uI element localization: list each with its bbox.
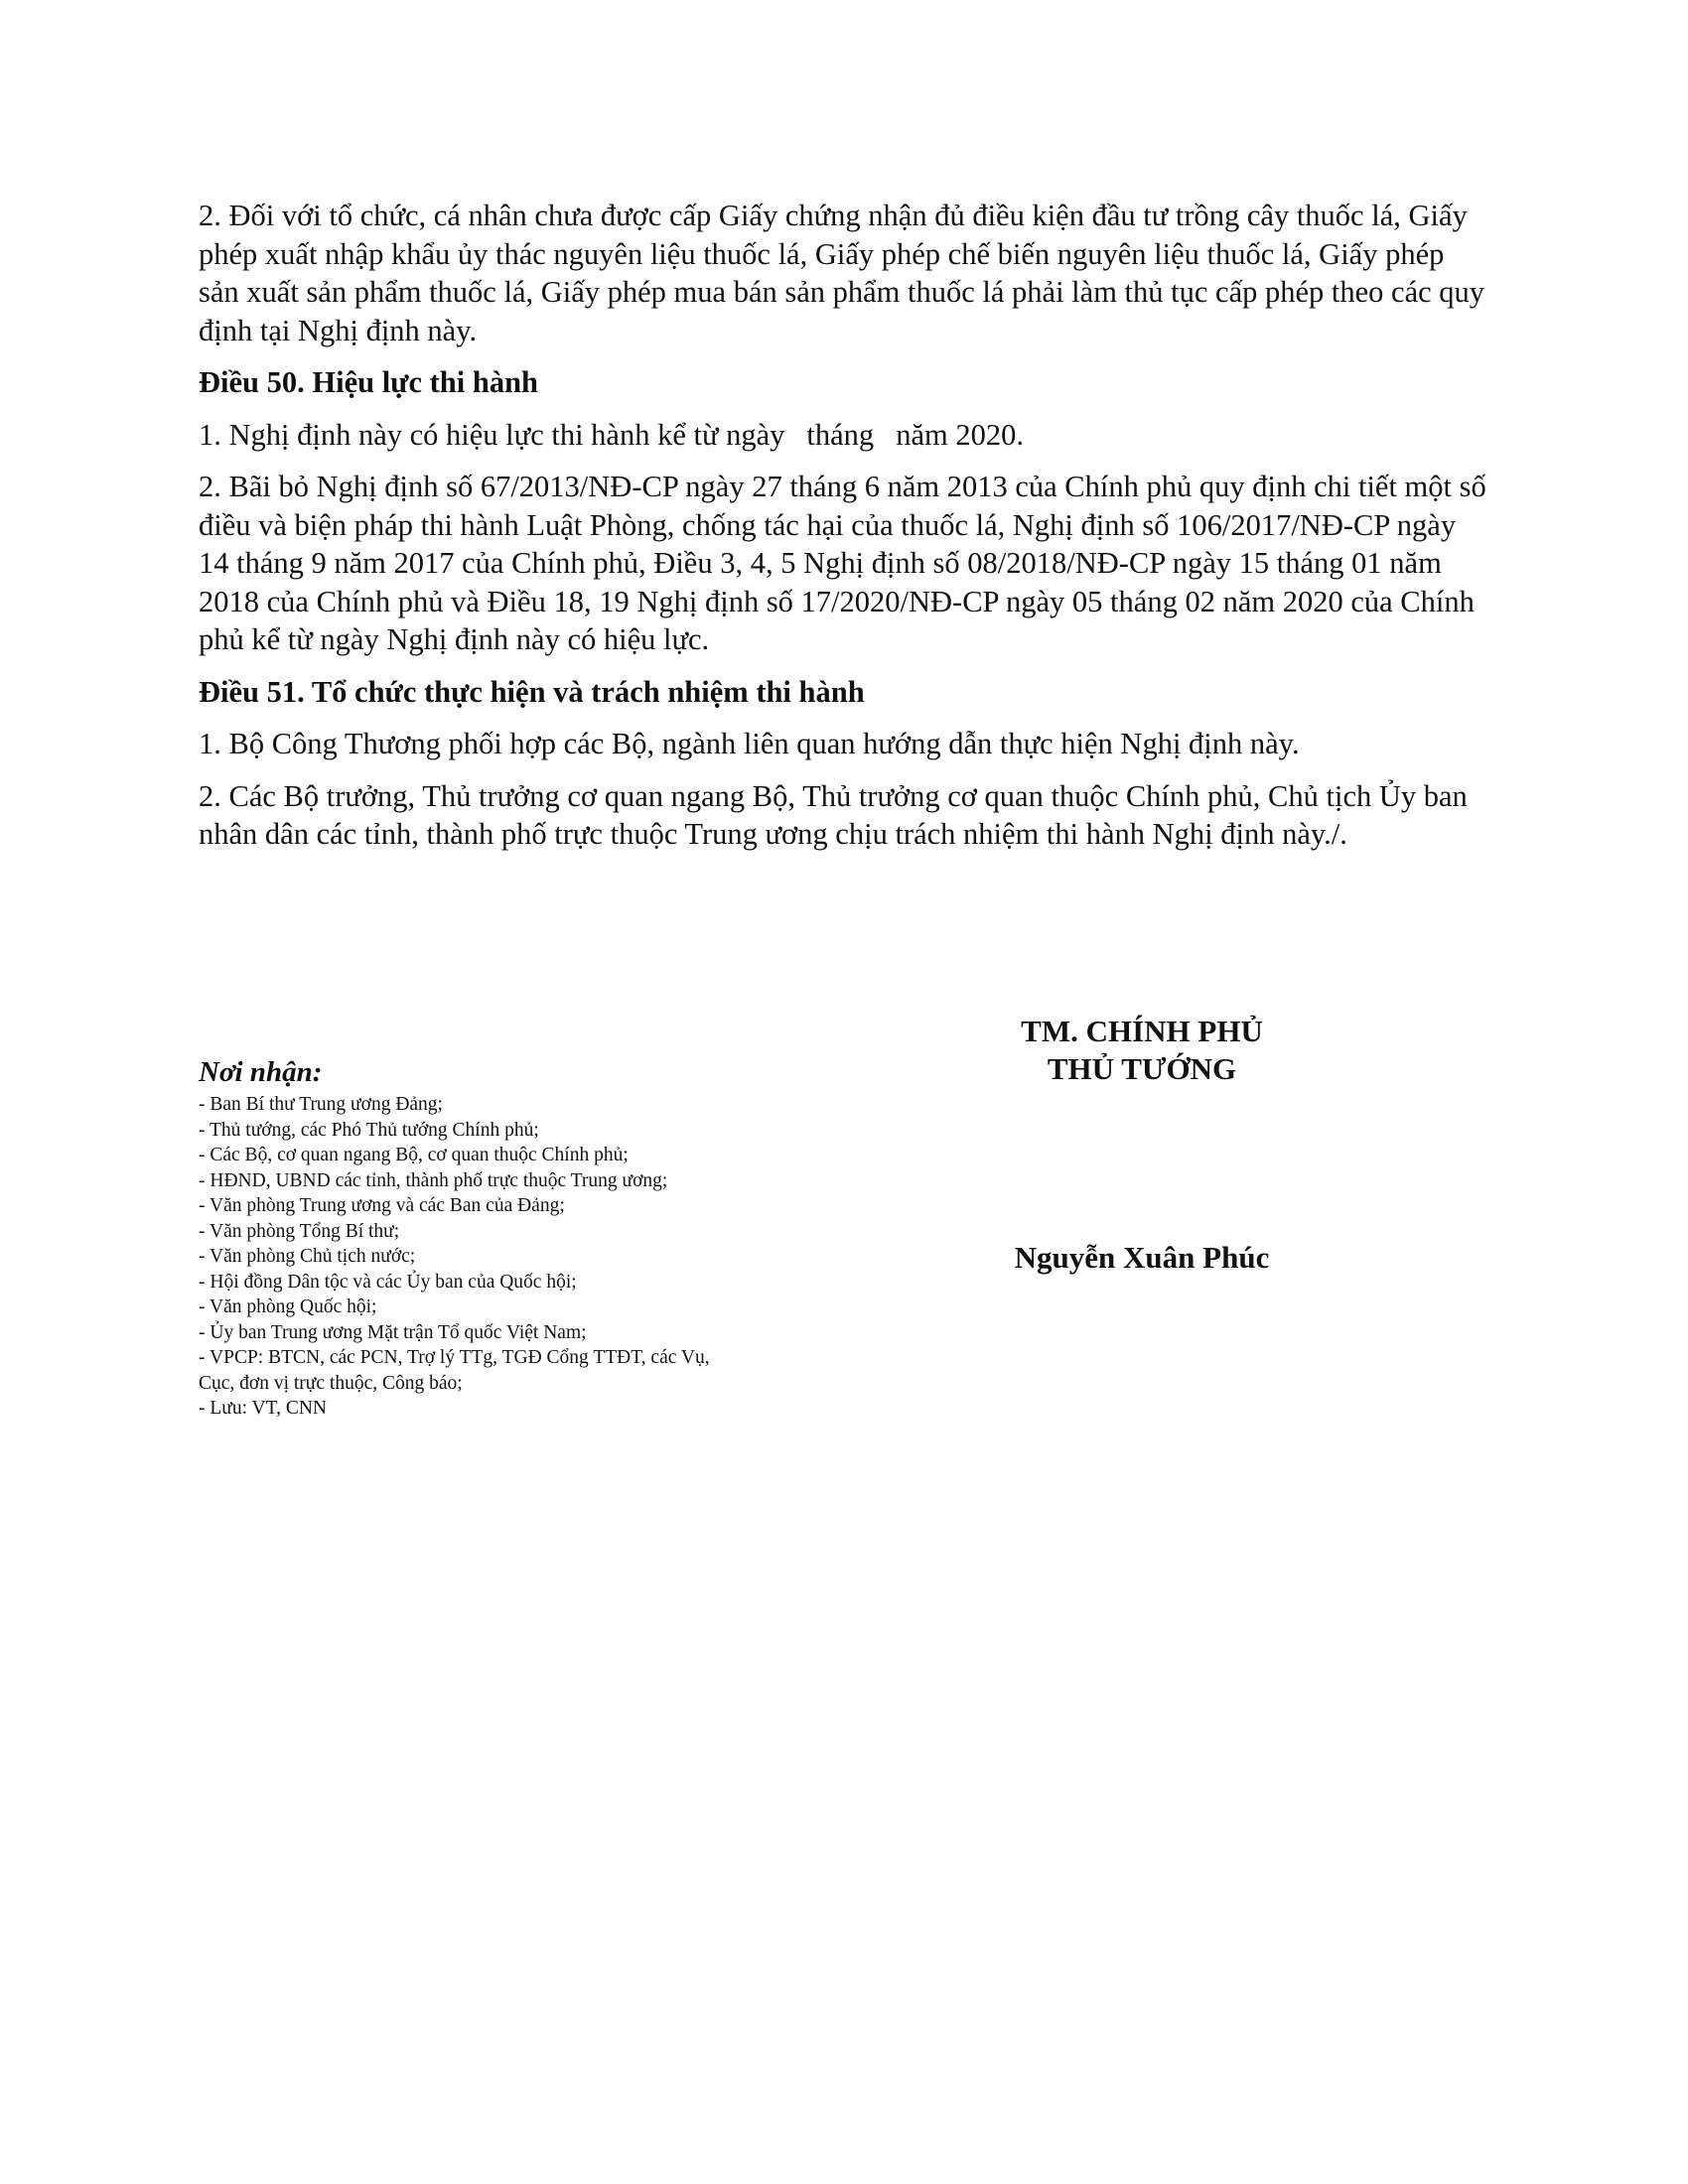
recipient-item: - Ủy ban Trung ương Mặt trận Tổ quốc Việt Nam;	[199, 1321, 587, 1343]
article-50-item-1-part-2: tháng	[806, 417, 875, 452]
recipients-title: Nơi nhận:	[199, 1056, 323, 1088]
recipient-item: - Văn phòng Chủ tịch nước;	[199, 1246, 416, 1267]
recipient-item: Cục, đơn vị trực thuộc, Công báo;	[199, 1372, 463, 1394]
signature-block	[953, 1013, 1331, 1088]
article-50-item-1-part-1: 1. Nghị định này có hiệu lực thi hành kể từ ngày	[199, 417, 785, 452]
article-51-item-2: 2. Các Bộ trưởng, Thủ trưởng cơ quan ngang Bộ, Thủ trưởng cơ quan thuộc Chính phủ, Chủ tịch Ủy ban nhân dân các tỉnh, thành phố trực thuộc Trung ương chịu trách nhiệm thi hành Nghị định này./.	[199, 778, 1468, 851]
signature-title-line-2: THỦ TƯỚNG	[1047, 1051, 1237, 1086]
recipient-item: - HĐND, UBND các tỉnh, thành phố trực thuộc Trung ương;	[199, 1169, 668, 1191]
signature-title-line-1: TM. CHÍNH PHỦ	[1021, 1014, 1263, 1048]
article-50-item-1-part-3: năm 2020.	[896, 417, 1024, 452]
article-50-heading: Điều 50. Hiệu lực thi hành	[199, 365, 538, 399]
recipient-list	[199, 1092, 834, 1422]
article-51-item-1: 1. Bộ Công Thương phối hợp các Bộ, ngành liên quan hướng dẫn thực hiện Nghị định này.	[199, 727, 1300, 760]
signer-name: Nguyễn Xuân Phúc	[1014, 1240, 1270, 1275]
recipient-item: - Văn phòng Quốc hội;	[199, 1297, 377, 1317]
article-50-item-2: 2. Bãi bỏ Nghị định số 67/2013/NĐ-CP ngày 27 tháng 6 năm 2013 của Chính phủ quy định chi tiết một số điều và biện pháp thi hành Luật Phòng, chống tác hại của thuốc lá, Nghị định số 106/2017/NĐ-CP ngày 14 tháng 9 năm 2017 của Chính phủ, Điều 3, 4, 5 Nghị định số 08/2018/NĐ-CP ngày 15 tháng 01 năm 2018 của Chính phủ và Điều 18, 19 Nghị định số 17/2020/NĐ-CP ngày 05 tháng 02 năm 2020 của Chính phủ kể từ ngày Nghị định này có hiệu lực.	[199, 470, 1486, 656]
article-50-item-1	[199, 416, 1489, 455]
recipient-item: - Văn phòng Tổng Bí thư;	[199, 1220, 400, 1242]
recipient-item: - Các Bộ, cơ quan ngang Bộ, cơ quan thuộc Chính phủ;	[199, 1145, 629, 1165]
recipient-item: - Hội đồng Dân tộc và các Ủy ban của Quốc hội;	[199, 1271, 577, 1293]
document-body	[199, 197, 1489, 868]
recipients-block	[199, 1054, 834, 1422]
article-51-heading: Điều 51. Tổ chức thực hiện và trách nhiệm thi hành	[199, 674, 865, 709]
recipient-item: - VPCP: BTCN, các PCN, Trợ lý TTg, TGĐ Cổng TTĐT, các Vụ,	[199, 1347, 710, 1368]
recipient-item: - Lưu: VT, CNN	[199, 1398, 328, 1419]
paragraph-transition-clause-2: 2. Đối với tổ chức, cá nhân chưa được cấp Giấy chứng nhận đủ điều kiện đầu tư trồng cây thuốc lá, Giấy phép xuất nhập khẩu ủy thác nguyên liệu thuốc lá, Giấy phép chế biến nguyên liệu thuốc lá, Giấy phép sản xuất sản phẩm thuốc lá, Giấy phép mua bán sản phẩm thuốc lá phải làm thủ tục cấp phép theo các quy định tại Nghị định này.	[199, 199, 1485, 347]
recipient-item: - Thủ tướng, các Phó Thủ tướng Chính phủ;	[199, 1119, 539, 1141]
recipient-item: - Văn phòng Trung ương và các Ban của Đảng;	[199, 1195, 565, 1216]
recipient-item: - Ban Bí thư Trung ương Đảng;	[199, 1094, 443, 1115]
